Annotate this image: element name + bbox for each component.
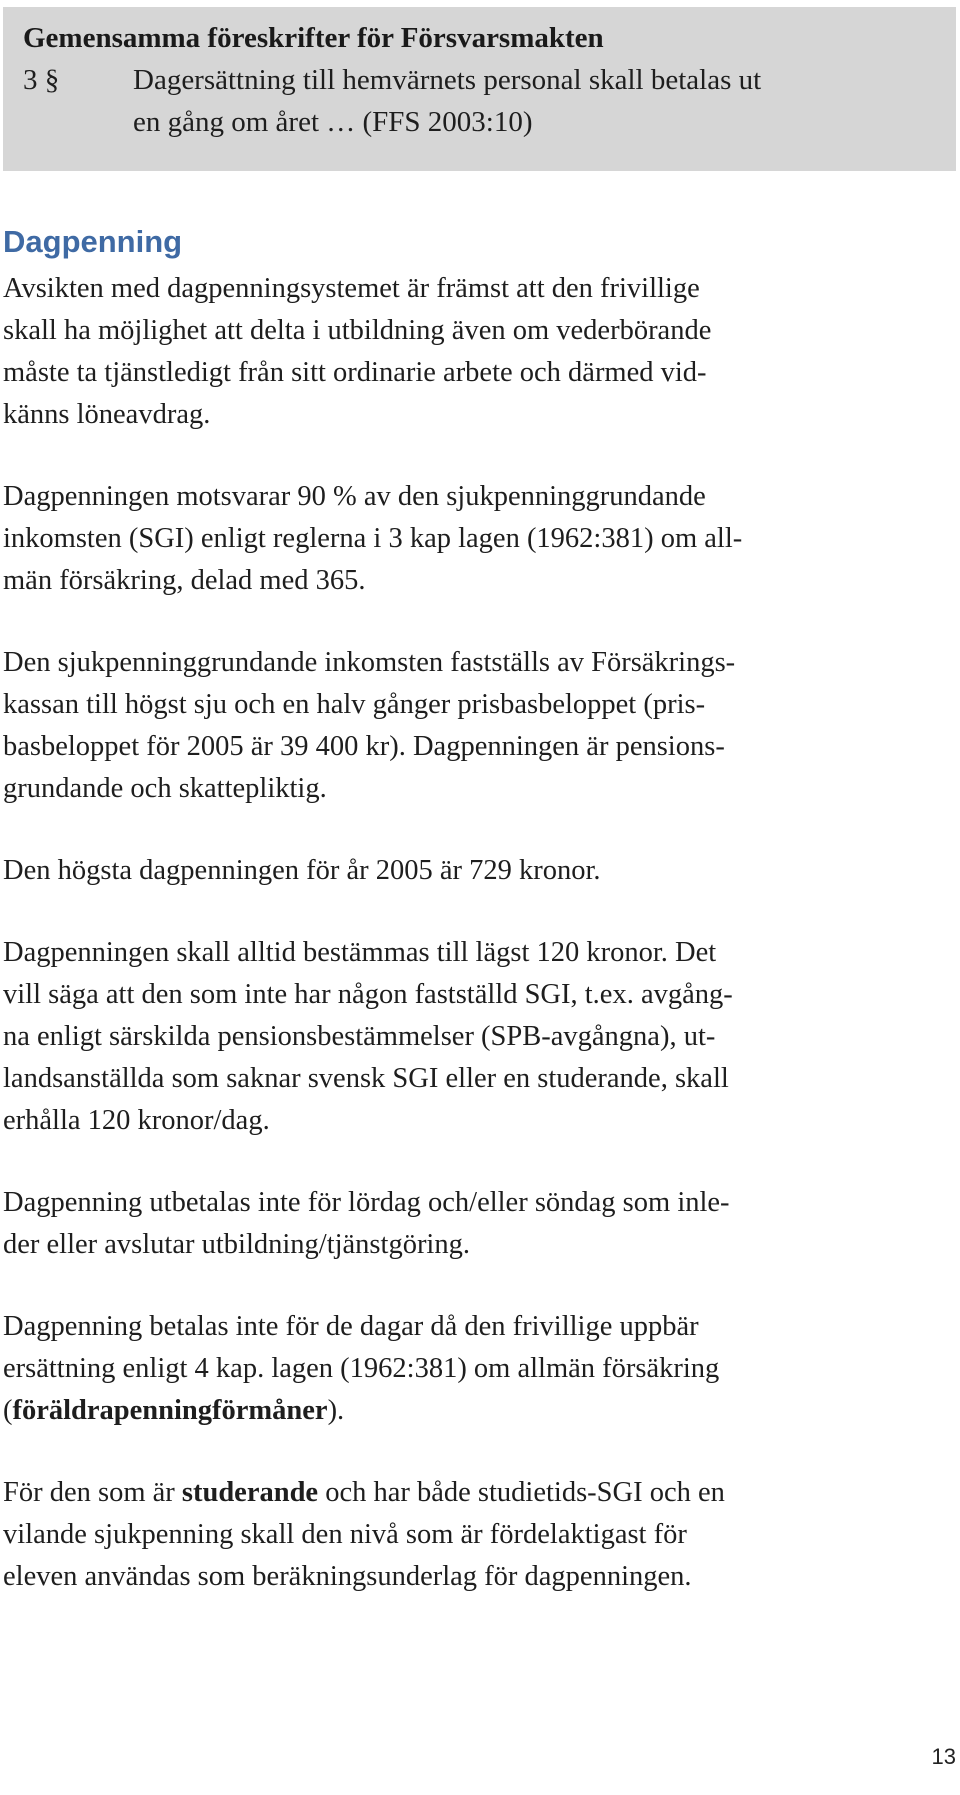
text-line: Avsikten med dagpenningsystemet är främst att den frivillige (3, 273, 700, 304)
body-text (3, 268, 957, 1638)
paragraph-amount (3, 476, 957, 602)
text-line: vill säga att den som inte har någon fastställd SGI, t.ex. avgång- (3, 979, 733, 1010)
paragraph-purpose (3, 268, 957, 436)
text-line: basbeloppet för 2005 är 39 400 kr). Dagpenningen är pensions- (3, 731, 725, 762)
text-line: erhålla 120 kronor/dag. (3, 1105, 270, 1136)
text-line: ersättning enligt 4 kap. lagen (1962:381) om allmän försäkring (3, 1353, 720, 1384)
text-line: der eller avslutar utbildning/tjänstgöring. (3, 1229, 470, 1260)
text-line: inkomsten (SGI) enligt reglerna i 3 kap lagen (1962:381) om all- (3, 523, 743, 554)
header-section-row (23, 59, 936, 143)
text-line: vilande sjukpenning skall den nivå som är fördelaktigast för (3, 1519, 687, 1550)
bold-term: studerande (181, 1477, 319, 1508)
page-number: 13 (931, 1744, 956, 1769)
text-line: landsanställda som saknar svensk SGI eller en studerande, skall (3, 1063, 729, 1094)
section-text (133, 59, 936, 143)
bold-term: föräldrapenningförmåner (12, 1395, 328, 1426)
regulation-header-box (3, 7, 956, 171)
text-fragment: ). (327, 1395, 345, 1426)
text-line: känns löneavdrag. (3, 399, 211, 430)
text-line (3, 1395, 344, 1426)
text-line: Den högsta dagpenningen för år 2005 är 729 kronor. (3, 855, 601, 886)
text-line: Dagpenning betalas inte för de dagar då den frivillige uppbär (3, 1311, 699, 1342)
text-line: Dagpenningen motsvarar 90 % av den sjukpenninggrundande (3, 481, 706, 512)
paragraph-max (3, 850, 957, 892)
text-line: måste ta tjänstledigt från sitt ordinarie arbete och därmed vid- (3, 357, 707, 388)
paragraph-student (3, 1472, 957, 1598)
text-line: män försäkring, delad med 365. (3, 565, 366, 596)
section-number: 3 § (23, 64, 60, 96)
paragraph-parental (3, 1306, 957, 1432)
text-line: na enligt särskilda pensionsbestämmelser (SPB-avgångna), ut- (3, 1021, 716, 1052)
text-line: Dagpenning utbetalas inte för lördag och/eller söndag som inle- (3, 1187, 730, 1218)
text-line: Den sjukpenninggrundande inkomsten fastställs av Försäkrings- (3, 647, 736, 678)
header-title: Gemensamma föreskrifter för Försvarsmakten (23, 22, 604, 54)
text-line: kassan till högst sju och en halv gånger prisbasbeloppet (pris- (3, 689, 706, 720)
paragraph-weekend (3, 1182, 957, 1266)
paragraph-sgi (3, 642, 957, 810)
text-line: grundande och skattepliktig. (3, 773, 327, 804)
section-text-line: Dagersättning till hemvärnets personal skall betalas ut (133, 64, 762, 96)
text-fragment: För den som är (3, 1477, 182, 1508)
section-heading: Dagpenning (3, 224, 183, 259)
paragraph-min (3, 932, 957, 1142)
text-line: Dagpenningen skall alltid bestämmas till lägst 120 kronor. Det (3, 937, 717, 968)
text-line (3, 1477, 725, 1508)
text-fragment: ( (3, 1395, 13, 1426)
text-fragment: och har både studietids-SGI och en (318, 1477, 725, 1508)
section-text-line: en gång om året … (FFS 2003:10) (133, 106, 533, 138)
text-line: skall ha möjlighet att delta i utbildning även om vederbörande (3, 315, 712, 346)
text-line: eleven användas som beräkningsunderlag för dagpenningen. (3, 1561, 692, 1592)
